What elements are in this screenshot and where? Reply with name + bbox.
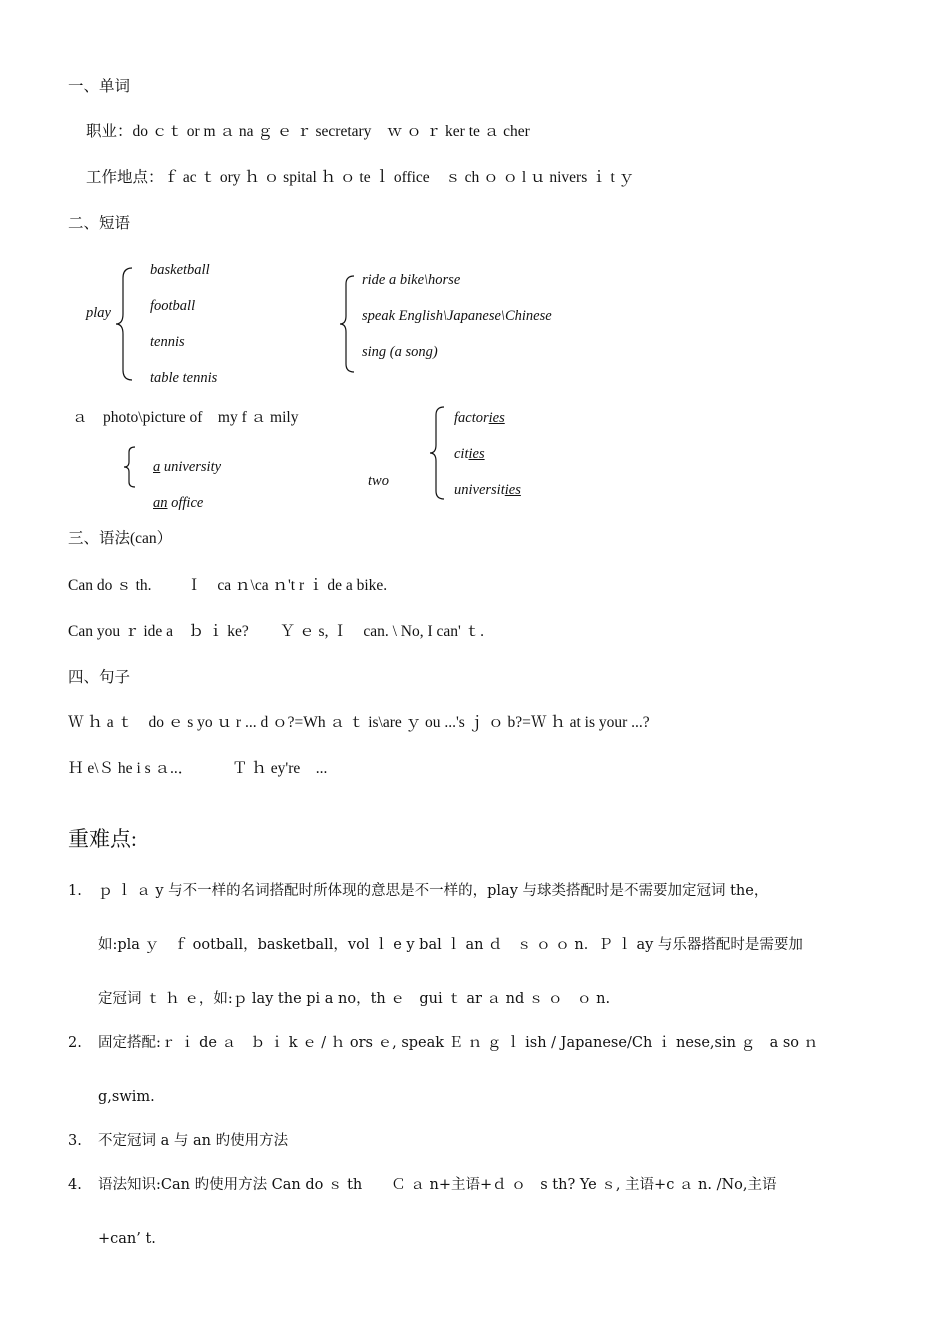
verb-brace — [338, 274, 358, 374]
verb-item: ride a bike\horse — [362, 272, 461, 288]
item-number: 2. — [68, 1035, 82, 1051]
verb-item: speak English\Japanese\Chinese — [362, 308, 552, 324]
plural-suffix: ies — [488, 410, 505, 426]
article-word: a — [153, 459, 161, 475]
plural-suffix: ies — [504, 482, 521, 498]
photo-line: ａ photo\picture of my f ａ mily — [72, 409, 299, 426]
play-item: tennis — [150, 334, 185, 350]
places-words: ｆ ac ｔ ory ｈ ｏ spital ｈ ｏ te ｌ office ｓ ch ｏ ｏ l ｕ nivers ｉ t ｙ — [163, 169, 635, 186]
places-label: 工作地点： — [86, 169, 164, 186]
play-item: table tennis — [150, 370, 218, 386]
play-item: basketball — [150, 262, 210, 278]
article-noun: office — [167, 495, 204, 511]
item-line: 语法知识:Can 旳使用方法 Can do ｓ th Ｃ ａ n+主语+ｄ ｏ s th? Ye ｓ, 主语+c ａ n. /No,主语 — [98, 1177, 777, 1193]
item-line: g,swim. — [98, 1089, 155, 1105]
item-line: 定冠词 ｔ ｈ ｅ，如:ｐ lay the pi a no，th ｅ gui ｔ ar ａ nd ｓ ｏ ｏ n. — [98, 991, 611, 1007]
play-word: play — [86, 305, 111, 321]
grammar-line: Can do ｓ th. Ｉ ca ｎ\ca ｎ't r ｉ de a bike. — [68, 577, 388, 594]
item-line: 固定搭配:ｒ ｉ de ａ ｂ ｉ k ｅ / ｈ ors ｅ, speak Ｅ ｎ ｇ ｌ ish / Japanese/Ch ｉ nese,sin ｇ a so ｎ — [98, 1035, 819, 1051]
article-item — [153, 457, 221, 477]
article-item — [153, 493, 203, 513]
section-heading-grammar: 三、语法(can） — [68, 530, 173, 547]
section-heading-vocab: 一、单词 — [68, 78, 131, 95]
sentence-line: Ｗ ｈ a ｔ do ｅ s yo ｕ r ... d ｏ?=Wh ａ ｔ is\are ｙ ou ...'s ｊ ｏ b?=Ｗ ｈ at is your ...? — [68, 714, 650, 731]
item-number: 1. — [68, 883, 82, 899]
plural-item — [454, 408, 505, 428]
key-points-heading: 重难点: — [68, 827, 137, 851]
item-number: 4. — [68, 1177, 82, 1193]
plural-brace — [428, 405, 448, 501]
article-word: an — [153, 495, 168, 511]
plural-stem: cit — [454, 446, 469, 462]
verb-item: sing (a song) — [362, 344, 438, 360]
jobs-line — [86, 122, 530, 142]
section-heading-sentences: 四、句子 — [68, 669, 131, 686]
article-noun: university — [160, 459, 222, 475]
grammar-line: Can you ｒ ide a ｂ ｉ ke? Ｙ ｅ s, Ｉ can. \ No, I can' ｔ. — [68, 623, 485, 640]
two-word: two — [368, 473, 389, 489]
plural-item — [454, 444, 485, 464]
play-brace — [114, 266, 136, 382]
plural-suffix: ies — [468, 446, 485, 462]
item-line: 如:pla ｙ ｆ ootball，basketball，vol ｌ e y bal ｌ an ｄ ｓ ｏ ｏ n．Ｐ ｌ ay 与乐器搭配时是需要加 — [98, 937, 803, 953]
jobs-label: 职业： — [86, 123, 133, 140]
places-line — [86, 168, 634, 188]
plural-stem: factor — [454, 410, 489, 426]
item-number: 3. — [68, 1133, 82, 1149]
plural-stem: universit — [454, 482, 505, 498]
plural-item — [454, 480, 521, 500]
sentence-line: Ｈ e\Ｓ he i s ａ..． Ｔ ｈ ey're ... — [68, 760, 328, 777]
item-line: 不定冠词 a 与 an 旳使用方法 — [98, 1133, 289, 1149]
article-brace — [122, 445, 138, 489]
jobs-words: do ｃｔ or m ａ na ｇ ｅ ｒ secretary ｗ ｏ ｒ ker te ａ cher — [132, 123, 530, 140]
play-item: football — [150, 298, 196, 314]
section-heading-phrases: 二、短语 — [68, 215, 131, 232]
item-line: ｐ ｌ ａ y 与不一样的名词搭配时所体现的意思是不一样的，play 与球类搭配时是不需要加定冠词 the， — [98, 883, 769, 899]
item-line: +can’ t. — [98, 1231, 156, 1247]
